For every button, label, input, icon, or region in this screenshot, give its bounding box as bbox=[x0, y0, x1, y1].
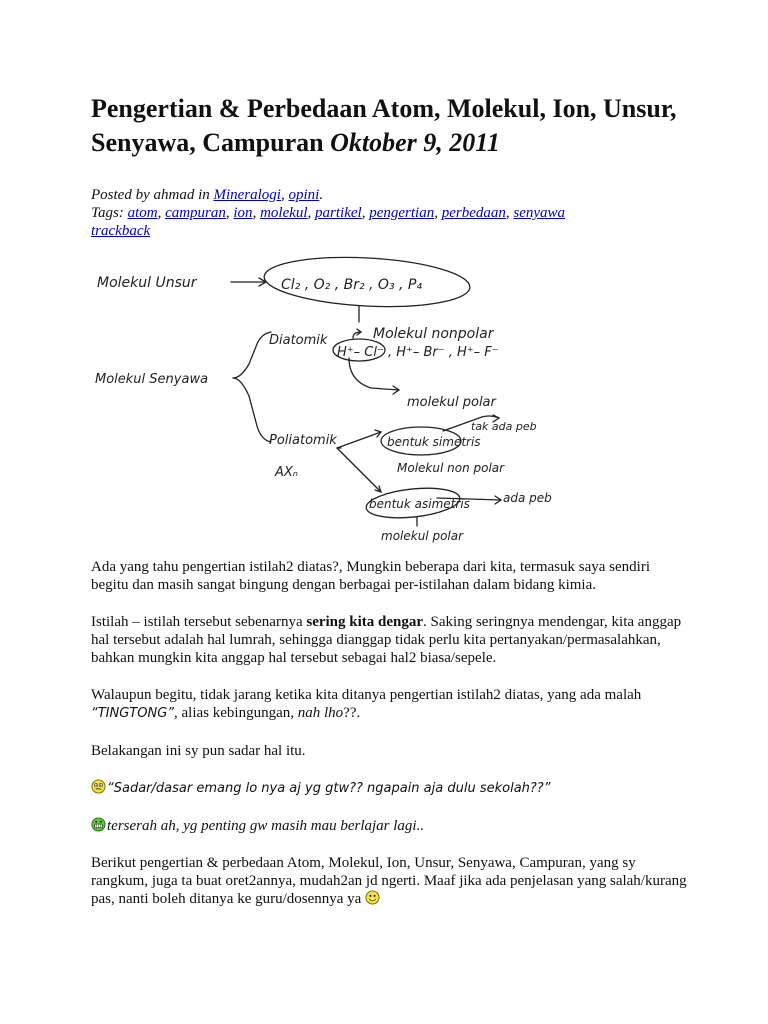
sketch-label-simetris: bentuk simetris bbox=[387, 435, 481, 449]
sketch-polar-label-2: molekul polar bbox=[381, 529, 464, 543]
sketch-label-ada-peb: ada peb bbox=[503, 491, 552, 505]
tag-link-ion[interactable]: ion bbox=[233, 205, 253, 221]
paragraph-3-start: Walaupun begitu, tidak jarang ketika kita ditanya pengertian istilah2 diatas, yang ada malah bbox=[91, 687, 642, 703]
posted-by-line: Posted by ahmad in Mineralogi, opini. bbox=[91, 187, 324, 203]
sketch-polar-label-1: molekul polar bbox=[407, 395, 496, 410]
sketch-nonpolar-label-2: Molekul non polar bbox=[397, 461, 505, 475]
paragraph-2 bbox=[91, 613, 691, 667]
sketch-label-poliatomik: Poliatomik bbox=[269, 433, 337, 448]
sketch-label-molekul-unsur: Molekul Unsur bbox=[97, 275, 197, 291]
title-text: Pengertian & Perbedaan Atom, Molekul, Ion, Unsur, Senyawa, Campuran bbox=[91, 94, 677, 157]
posted-by-text: Posted by ahmad in bbox=[91, 187, 210, 203]
handwritten-diagram bbox=[91, 246, 552, 546]
article-header bbox=[91, 92, 691, 240]
tag-link-perbedaan[interactable]: perbedaan bbox=[441, 205, 506, 221]
post-date: Oktober 9, 2011 bbox=[330, 128, 500, 157]
category-link-opini[interactable]: opini bbox=[288, 187, 320, 203]
paragraph-2-bold: sering kita dengar bbox=[306, 614, 424, 630]
paragraph-1: Ada yang tahu pengertian istilah2 diatas?, Mungkin beberapa dari kita, termasuk saya sendiri begitu dan masih sangat bingung dengan berbagai per-istilahan dalam bidang kimia. bbox=[91, 559, 650, 593]
paragraph-5 bbox=[91, 779, 691, 798]
paragraph-4: Belakangan ini sy pun sadar hal itu. bbox=[91, 743, 306, 759]
post-meta bbox=[91, 186, 691, 240]
paragraph-3-end: ??. bbox=[343, 705, 361, 721]
tags-label: Tags: bbox=[91, 205, 124, 221]
article-title bbox=[91, 92, 691, 160]
sketch-label-asimetris: bentuk asimetris bbox=[369, 497, 470, 511]
paragraph-6 bbox=[91, 817, 691, 835]
smiley-icon bbox=[365, 890, 380, 905]
tag-link-molekul[interactable]: molekul bbox=[260, 205, 308, 221]
paragraph-6-text: terserah ah, yg penting gw masih mau berlajar lagi.. bbox=[107, 818, 425, 834]
tags-line: Tags: atom, campuran, ion, molekul, partikel, pengertian, perbedaan, senyawa bbox=[91, 205, 566, 221]
sketch-unsur-examples: Cl₂ , O₂ , Br₂ , O₃ , P₄ bbox=[281, 277, 422, 293]
paragraph-2-end: . Saking seringnya mendengar, kita anggap hal tersebut adalah hal lumrah, sehingga dianggap tidak perlu kita pertanyakan/permasalahkan, bahkan mungkin kita anggap hal tersebut sebagai hal2 biasa/sepele. bbox=[91, 614, 682, 666]
tag-link-pengertian[interactable]: pengertian bbox=[369, 205, 435, 221]
article-body bbox=[91, 558, 691, 927]
tag-link-atom[interactable]: atom bbox=[127, 205, 158, 221]
paragraph-3-mid: , alias kebingungan, bbox=[174, 705, 294, 721]
tag-link-partikel[interactable]: partikel bbox=[315, 205, 362, 221]
grin-smiley-icon bbox=[91, 817, 106, 832]
sketch-label-molekul-senyawa: Molekul Senyawa bbox=[95, 372, 209, 387]
tingtong-text: “TINGTONG” bbox=[91, 706, 175, 721]
paragraph-7-text: Berikut pengertian & perbedaan Atom, Molekul, Ion, Unsur, Senyawa, Campuran, yang sy rangkum, juga ta buat oret2annya, mudah2an jd ngerti. Maaf jika ada penjelasan yang salah/kurang pas, nanti boleh ditanya ke guru/dosennya ya bbox=[91, 855, 687, 907]
confused-smiley-icon bbox=[91, 779, 106, 794]
tag-link-senyawa[interactable]: senyawa bbox=[513, 205, 566, 221]
paragraph-7 bbox=[91, 854, 691, 908]
nah-lho-text: nah lho bbox=[297, 705, 344, 721]
paragraph-2-start: Istilah – istilah tersebut sebenarnya bbox=[91, 614, 303, 630]
trackback-line bbox=[91, 222, 691, 240]
sketch-nonpolar-label-1: Molekul nonpolar bbox=[373, 326, 494, 342]
paragraph-5-text: “Sadar/dasar emang lo nya aj yg gtw?? ngapain aja dulu sekolah??” bbox=[107, 781, 551, 796]
sketch-label-axn: AXₙ bbox=[275, 465, 298, 480]
trackback-link[interactable]: trackback bbox=[91, 223, 151, 239]
tag-link-campuran[interactable]: campuran bbox=[165, 205, 226, 221]
sketch-label-diatomik: Diatomik bbox=[269, 333, 328, 348]
paragraph-3 bbox=[91, 686, 691, 723]
sketch-diatomik-examples: H⁺– Cl⁻ , H⁺– Br⁻ , H⁺– F⁻ bbox=[337, 345, 499, 360]
category-link-mineralogi[interactable]: Mineralogi bbox=[213, 187, 281, 203]
sketch-label-tak-ada-peb: tak ada peb bbox=[471, 420, 537, 433]
